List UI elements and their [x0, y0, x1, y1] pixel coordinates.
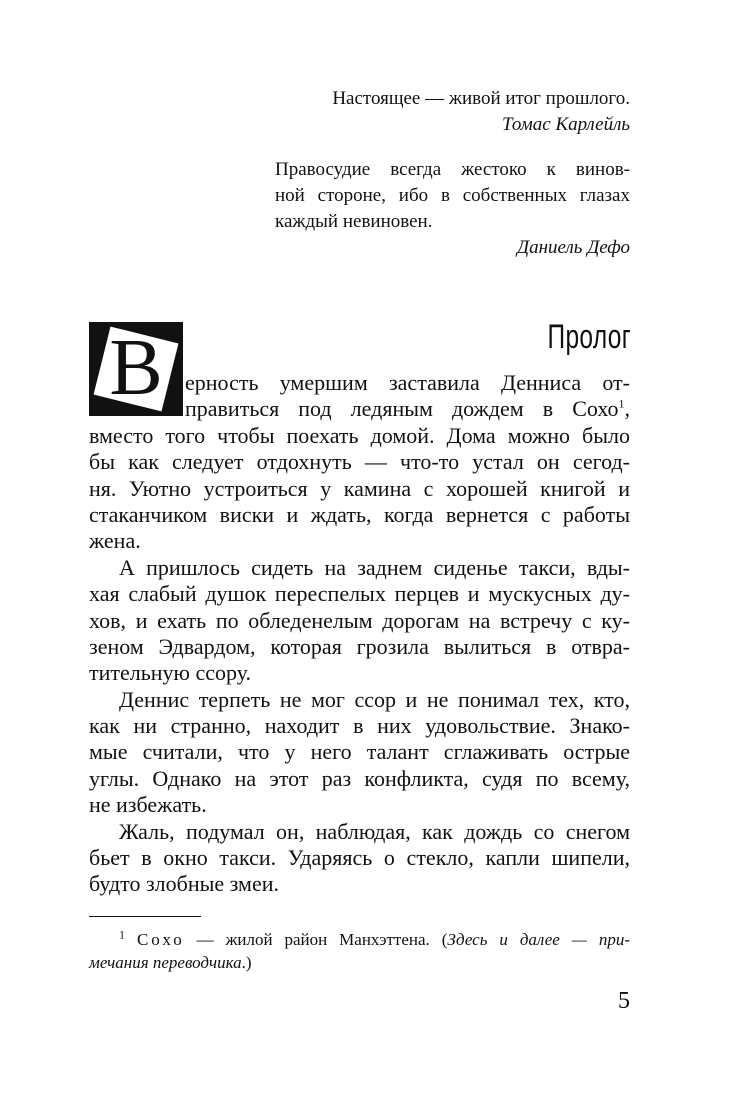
footnote-end: .) [241, 953, 252, 972]
epigraph-author: Даниель Дефо [517, 237, 630, 258]
text-line: хая слабый душок переспелых перцев и мускусных ду- [89, 581, 630, 607]
text-segment: , [624, 396, 630, 422]
text-line: бы как следует отдохнуть — что-то устал он сегод- [89, 449, 630, 475]
text-line: бьет в окно такси. Ударяясь о стекло, капли шипели, [89, 845, 630, 871]
footnote-number: 1 [119, 927, 125, 942]
footnote-line [89, 951, 630, 974]
epigraph-quote: Настоящее — живой итог прошлого. [332, 88, 630, 109]
page-number: 5 [618, 988, 630, 1014]
footnote-italic: мечания переводчика [89, 953, 242, 972]
epigraph-quote-line: каждый невиновен. [275, 211, 433, 232]
text-line: тительную ссору. [89, 660, 252, 686]
footnote-line [89, 928, 630, 951]
main-text [89, 370, 630, 898]
text-line: мые считали, что у него талант сглаживать острые [89, 739, 630, 765]
text-line: вместо того чтобы поехать домой. Дома можно было [89, 422, 630, 448]
text-segment: правиться под ледяным дождем в Сохо [185, 396, 619, 422]
text-line: А пришлось сидеть на заднем сиденье такси, вды- [119, 554, 630, 580]
text-line: как ни странно, находит в них удовольствие. Знако- [89, 713, 630, 739]
text-line: стаканчиком виски и ждать, когда вернется с работы [89, 501, 630, 527]
epigraph-quote-line: Правосудие всегда жестоко к винов- [275, 159, 630, 180]
chapter-title: Пролог [547, 318, 631, 356]
text-line: хов, и ехать по обледенелым дорогам на встречу с ку- [89, 607, 630, 633]
text-line: не избежать. [89, 792, 207, 818]
text-line: углы. Однако на этот раз конфликта, судя по всему, [89, 765, 630, 791]
footnote-ref: 1 [618, 397, 625, 412]
epigraph-1 [275, 86, 630, 138]
footnote [89, 928, 630, 974]
text-line: Жаль, подумал он, наблюдая, как дождь со снегом [119, 818, 630, 844]
text-line: ня. Уютно устроиться у камина с хорошей книгой и [89, 475, 630, 501]
text-line [185, 396, 630, 422]
text-line: жена. [89, 528, 141, 554]
text-line: Деннис терпеть не мог ссор и не понимал тех, кто, [119, 686, 630, 712]
epigraph-author: Томас Карлейль [502, 114, 630, 135]
footnote-text: — жилой район Манхэттена. ( [184, 930, 448, 949]
text-line: будто злобные змеи. [89, 871, 280, 897]
epigraph-quote-line: ной стороне, ибо в собственных глазах [275, 185, 630, 206]
text-line: ерность умершим заставила Денниса от- [185, 370, 630, 395]
drop-cap-letter: В [109, 324, 163, 412]
footnote-term: Сохо [136, 930, 185, 949]
epigraph-2 [275, 157, 630, 261]
footnote-italic: Здесь и далее — при- [447, 930, 631, 949]
footnote-divider [89, 916, 201, 917]
text-line: зеном Эдвардом, которая грозила вылиться в отвра- [89, 633, 630, 659]
